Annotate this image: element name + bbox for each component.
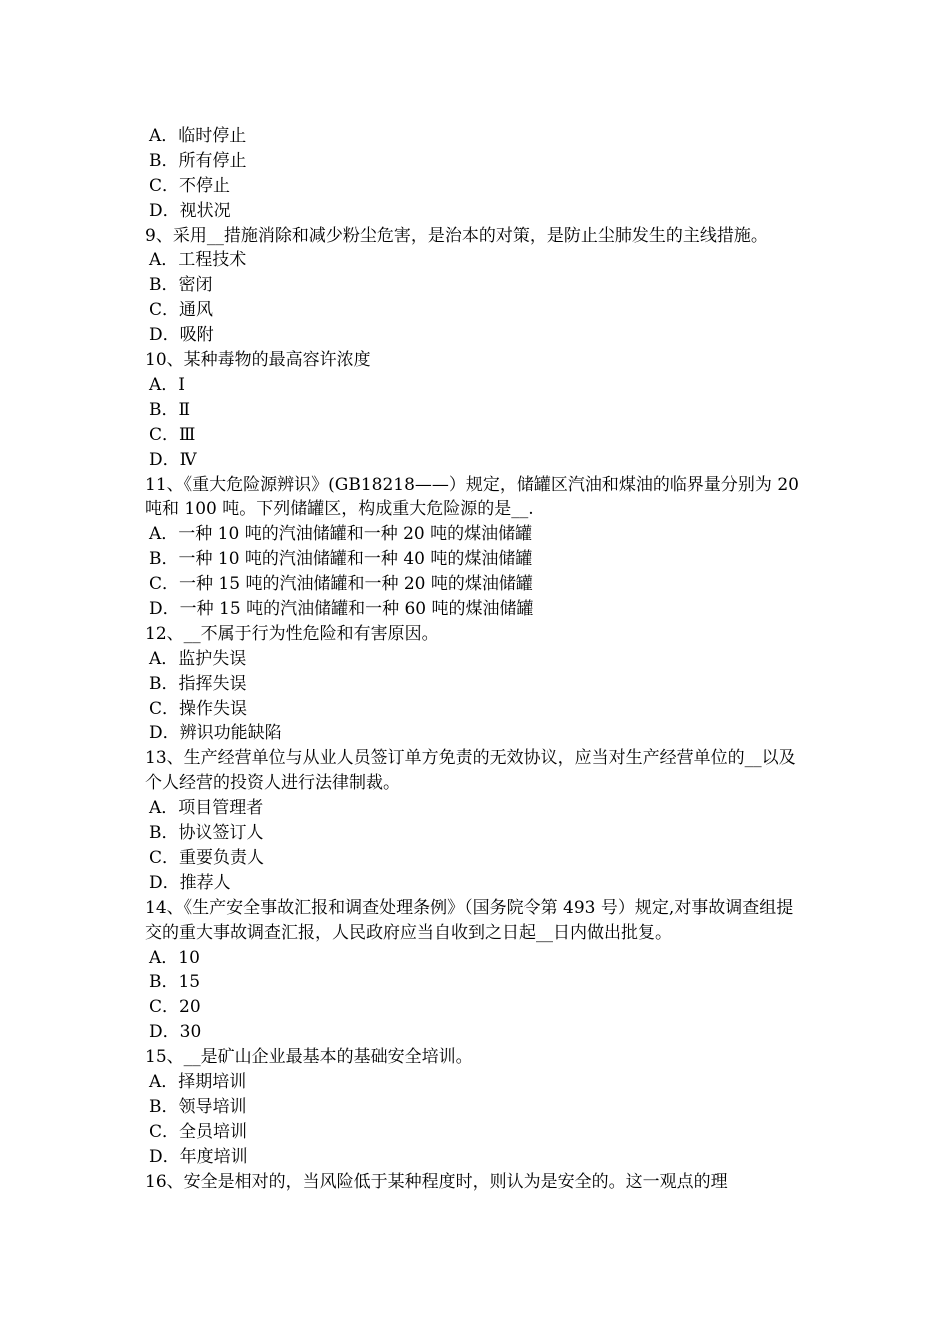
option-c: C．通风 bbox=[149, 300, 214, 321]
option-b: B．15 bbox=[149, 972, 201, 993]
option-b: B．一种 10 吨的汽油储罐和一种 40 吨的煤油储罐 bbox=[149, 549, 533, 570]
option-b: B．协议签订人 bbox=[149, 823, 264, 844]
question-15 bbox=[145, 1045, 810, 1070]
option-d: D．视状况 bbox=[149, 200, 231, 221]
option-d: D．吸附 bbox=[149, 325, 214, 346]
question-9 bbox=[145, 224, 810, 249]
option-c: C．操作失误 bbox=[149, 698, 248, 719]
option-a: A．监护失误 bbox=[149, 648, 247, 669]
option-b: B．指挥失误 bbox=[149, 673, 247, 694]
option-a: A．Ⅰ bbox=[149, 374, 185, 395]
option-a: A．10 bbox=[149, 947, 200, 968]
option-b: B．密闭 bbox=[149, 275, 213, 296]
option-a: A．一种 10 吨的汽油储罐和一种 20 吨的煤油储罐 bbox=[149, 524, 533, 545]
option-c: C．一种 15 吨的汽油储罐和一种 20 吨的煤油储罐 bbox=[149, 574, 533, 595]
option-b: B．所有停止 bbox=[149, 150, 247, 171]
option-c: C．Ⅲ bbox=[149, 424, 196, 445]
option-a: A．临时停止 bbox=[149, 126, 247, 146]
question-list bbox=[145, 124, 810, 1194]
question-16 bbox=[145, 1170, 810, 1195]
question-10 bbox=[145, 348, 810, 373]
option-d: D．辨识功能缺陷 bbox=[149, 723, 282, 744]
question-14 bbox=[145, 896, 810, 946]
option-c: C．20 bbox=[149, 997, 201, 1018]
question-11 bbox=[145, 473, 810, 523]
option-c: C．全员培训 bbox=[149, 1121, 248, 1142]
option-b: B．Ⅱ bbox=[149, 399, 191, 420]
option-d: D．年度培训 bbox=[149, 1146, 248, 1167]
question-text: 15、__是矿山企业最基本的基础安全培训。 bbox=[145, 1047, 473, 1068]
option-a: A．工程技术 bbox=[149, 250, 247, 271]
option-a: A．择期培训 bbox=[149, 1072, 247, 1092]
option-d: D．Ⅳ bbox=[149, 449, 197, 470]
question-12 bbox=[145, 622, 810, 647]
question-text: 12、__不属于行为性危险和有害原因。 bbox=[145, 623, 439, 644]
question-text: 10、某种毒物的最高容许浓度 bbox=[145, 350, 371, 371]
option-c: C．重要负责人 bbox=[149, 847, 265, 868]
option-d: D．一种 15 吨的汽油储罐和一种 60 吨的煤油储罐 bbox=[149, 598, 534, 619]
question-13 bbox=[145, 746, 810, 796]
option-d: D．30 bbox=[149, 1022, 202, 1043]
option-d: D．推荐人 bbox=[149, 872, 231, 893]
question-text: 16、安全是相对的，当风险低于某种程度时，则认为是安全的。这一观点的理 bbox=[145, 1171, 728, 1192]
option-a: A．项目管理者 bbox=[149, 798, 264, 819]
option-c: C．不停止 bbox=[149, 175, 231, 196]
question-text: 14、《生产安全事故汇报和调查处理条例》（国务院令第 493 号）规定,对事故调查组提交的重大事故调查汇报，人民政府应当自收到之日起__日内做出批复。 bbox=[145, 897, 794, 943]
question-text: 13、生产经营单位与从业人员签订单方免责的无效协议，应当对生产经营单位的__以及个人经营的投资人进行法律制裁。 bbox=[145, 748, 796, 794]
question-text: 11、《重大危险源辨识》(GB18218——）规定，储罐区汽油和煤油的临界量分别为 20 吨和 100 吨。下列储罐区，构成重大危险源的是__. bbox=[145, 474, 799, 520]
question-text: 9、采用__措施消除和减少粉尘危害，是治本的对策，是防止尘肺发生的主线措施。 bbox=[145, 225, 768, 246]
option-b: B．领导培训 bbox=[149, 1096, 247, 1117]
